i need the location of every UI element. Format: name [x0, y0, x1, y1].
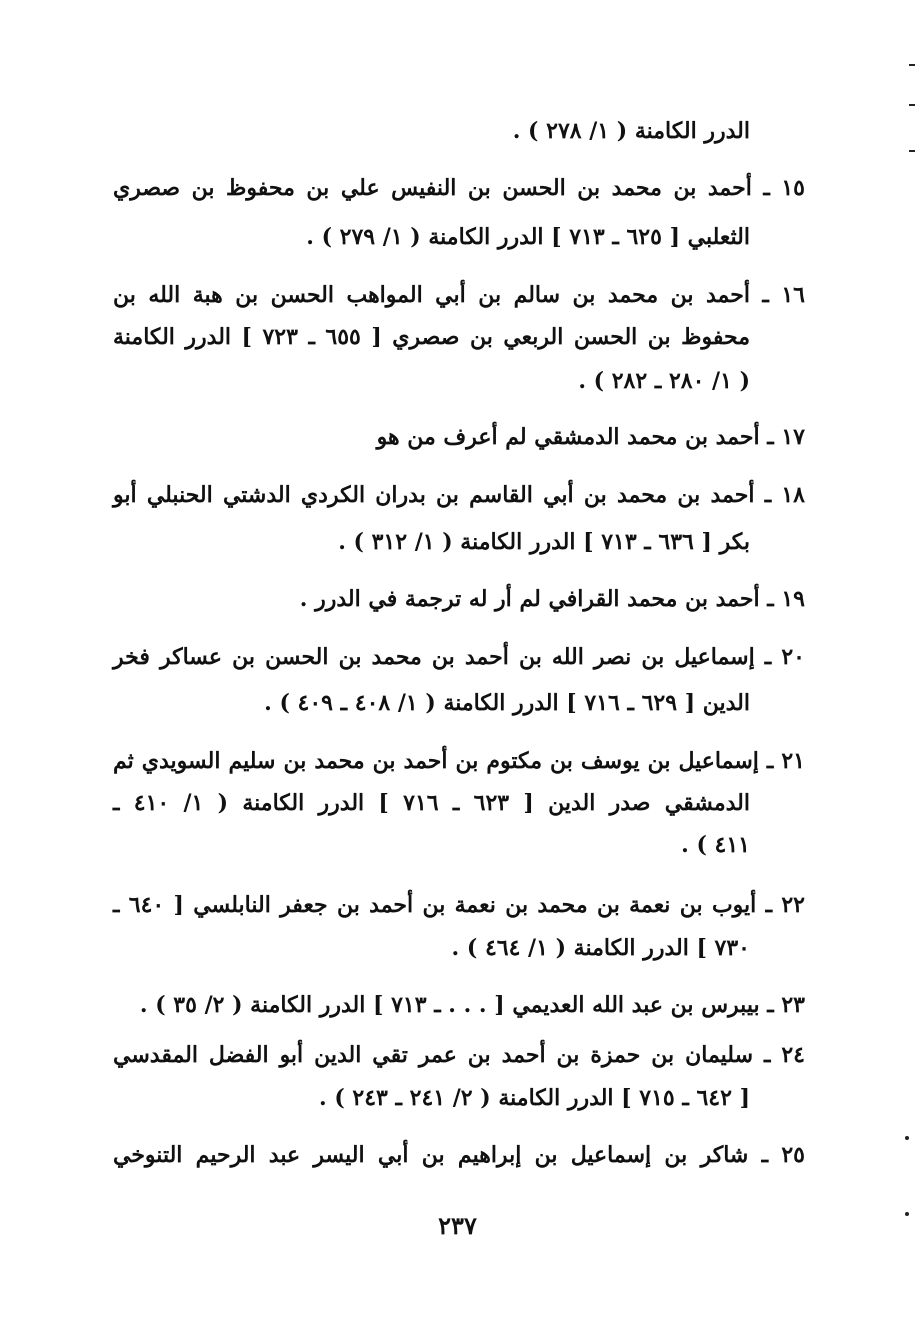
- text-line: الدرر الكامنة ( ١/ ٢٧٨ ) .: [512, 118, 750, 144]
- entry-16-line-3: ( ١/ ٢٨٠ ـ ٢٨٢ ) .: [578, 368, 750, 394]
- entry-21-line-1: ٢١ ـ إسماعيل بن يوسف بن مكتوم بن أحمد بن محمد بن سليم السويدي ثم: [113, 748, 805, 774]
- entry-16-line-1: ١٦ ـ أحمد بن محمد بن سالم بن أبي المواهب الحسن بن هبة الله بن: [113, 282, 805, 308]
- entry-18-line-1: ١٨ ـ أحمد بن محمد بن أبي القاسم بن بدران الكردي الدشتي الحنبلي أبو: [113, 482, 805, 508]
- scan-edge-mark: [909, 104, 915, 106]
- entry-21-line-3: ٤١١ ) .: [681, 832, 750, 858]
- entry-24-line-1: ٢٤ ـ سليمان بن حمزة بن أحمد بن عمر تقي الدين أبو الفضل المقدسي: [113, 1042, 805, 1068]
- page-number: ٢٣٧: [438, 1211, 477, 1240]
- entry-20-line-2: الدين [ ٦٢٩ ـ ٧١٦ ] الدرر الكامنة ( ١/ ٤٠٨ ـ ٤٠٩ ) .: [264, 690, 750, 716]
- scan-edge-mark: [909, 64, 915, 66]
- entry-16-line-2: محفوظ بن الحسن الربعي بن صصري [ ٦٥٥ ـ ٧٢٣ ] الدرر الكامنة: [113, 324, 750, 350]
- entry-21-line-2: الدمشقي صدر الدين [ ٦٢٣ ـ ٧١٦ ] الدرر الكامنة ( ١/ ٤١٠ ـ: [113, 790, 750, 816]
- entry-23-line-1: ٢٣ ـ بيبرس بن عبد الله العديمي [ . . . ـ ٧١٣ ] الدرر الكامنة ( ٢/ ٣٥ ) .: [139, 992, 805, 1018]
- entry-24-line-2: [ ٦٤٢ ـ ٧١٥ ] الدرر الكامنة ( ٢/ ٢٤١ ـ ٢٤٣ ) .: [319, 1085, 750, 1111]
- entry-17-line-1: ١٧ ـ أحمد بن محمد الدمشقي لم أعرف من هو: [376, 424, 805, 450]
- entry-22-line-1: ٢٢ ـ أيوب بن نعمة بن محمد بن نعمة بن أحمد بن جعفر النابلسي [ ٦٤٠ ـ: [113, 892, 805, 918]
- entry-25-line-1: ٢٥ ـ شاكر بن إسماعيل بن إبراهيم بن أبي اليسر عبد الرحيم التنوخي: [113, 1142, 805, 1168]
- entry-22-line-2: ٧٣٠ ] الدرر الكامنة ( ١/ ٤٦٤ ) .: [451, 935, 750, 961]
- scan-edge-mark: [905, 1212, 909, 1216]
- entry-15-line-1: ١٥ ـ أحمد بن محمد بن الحسن بن النفيس علي بن محفوظ بن صصري: [113, 175, 805, 201]
- scan-edge-mark: [909, 150, 915, 152]
- scan-edge-mark: [905, 1136, 909, 1140]
- entry-15-line-2: الثعلبي [ ٦٢٥ ـ ٧١٣ ] الدرر الكامنة ( ١/ ٢٧٩ ) .: [306, 224, 750, 250]
- entry-18-line-2: بكر [ ٦٣٦ ـ ٧١٣ ] الدرر الكامنة ( ١/ ٣١٢ ) .: [338, 529, 750, 555]
- entry-20-line-1: ٢٠ ـ إسماعيل بن نصر الله بن أحمد بن محمد بن الحسن بن عساكر فخر: [113, 644, 805, 670]
- entry-19-line-1: ١٩ ـ أحمد بن محمد القرافي لم أر له ترجمة في الدرر .: [299, 586, 805, 612]
